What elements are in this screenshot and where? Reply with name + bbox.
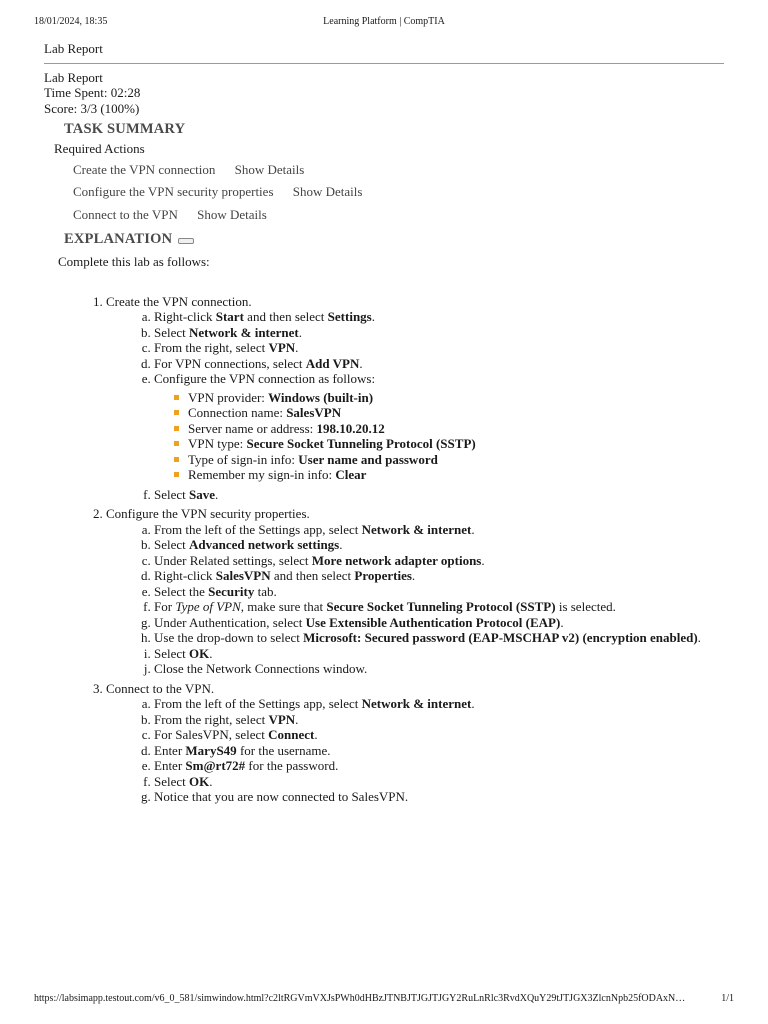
- substep-item: f. Select Save.: [154, 487, 724, 503]
- print-page-title: Learning Platform | CompTIA: [323, 16, 445, 27]
- substep-item: e. Configure the VPN connection as follows: VPN provider: Windows (built-in) Connection name: SalesVPN Server name or address: 198.10.20.12 VPN type: Secure Socket Tunneling Protocol (SSTP) Type of sign-in info: User name and password Remember my sign-in info: Clear: [154, 371, 724, 483]
- summary-title: Lab Report: [44, 69, 103, 85]
- substep-item: d. Right-click SalesVPN and then select Properties.: [154, 568, 724, 584]
- show-details-link[interactable]: Show Details: [234, 161, 305, 177]
- action-label: Configure the VPN security properties: [73, 184, 274, 199]
- config-item: Type of sign-in info: User name and password: [188, 452, 724, 468]
- substeps-list: [106, 309, 724, 502]
- collapse-toggle-button[interactable]: [178, 238, 194, 244]
- substep-item: c. For SalesVPN, select Connect.: [154, 727, 724, 743]
- substep-item: b. Select Network & internet.: [154, 325, 724, 341]
- required-actions-label: Required Actions: [54, 141, 145, 156]
- explanation-section: [44, 230, 724, 805]
- explanation-heading-row: [64, 230, 724, 248]
- print-page-number: 1/1: [721, 993, 734, 1004]
- config-item: VPN type: Secure Socket Tunneling Protocol (SSTP): [188, 436, 724, 452]
- substep-item: d. Enter MaryS49 for the username.: [154, 743, 724, 759]
- step-item: [106, 294, 724, 503]
- substep-item: g. Under Authentication, select Use Extensible Authentication Protocol (EAP).: [154, 615, 724, 631]
- config-item: Server name or address: 198.10.20.12: [188, 421, 724, 437]
- title-divider: [44, 63, 724, 64]
- substep-item: b. From the right, select VPN.: [154, 712, 724, 728]
- config-list: [154, 390, 724, 483]
- substep-item: h. Use the drop-down to select Microsoft: Secured password (EAP-MSCHAP v2) (encryption enabled).: [154, 630, 724, 646]
- explanation-intro: Complete this lab as follows:: [58, 254, 210, 269]
- config-item: Remember my sign-in info: Clear: [188, 467, 724, 483]
- action-item: [73, 159, 724, 182]
- report-summary: [44, 70, 724, 117]
- config-item: Connection name: SalesVPN: [188, 405, 724, 421]
- steps-list: [44, 294, 724, 805]
- substep-item: j. Close the Network Connections window.: [154, 661, 724, 677]
- print-header: [34, 16, 734, 30]
- time-spent: Time Spent: 02:28: [44, 85, 141, 100]
- action-item: [73, 204, 724, 227]
- step-title: Connect to the VPN.: [106, 680, 215, 696]
- task-summary-heading: TASK SUMMARY: [64, 121, 186, 137]
- action-item: [73, 181, 724, 204]
- substep-item: i. Select OK.: [154, 646, 724, 662]
- print-datetime: 18/01/2024, 18:35: [34, 16, 108, 27]
- print-url: https://labsimapp.testout.com/v6_0_581/simwindow.html?c2ltRGVmVXJsPWh0dHBzJTNBJTJGJTJGY2RuLnRlc3RvdXQuY29tJTJGX3ZlcnNpb25fODAxN…: [34, 993, 686, 1004]
- step-item: [106, 681, 724, 805]
- explanation-heading: EXPLANATION: [64, 231, 173, 247]
- substep-item: a. From the left of the Settings app, select Network & internet.: [154, 696, 724, 712]
- substep-item: d. For VPN connections, select Add VPN.: [154, 356, 724, 372]
- config-item: VPN provider: Windows (built-in): [188, 390, 724, 406]
- substeps-list: [106, 522, 724, 677]
- substep-item: a. From the left of the Settings app, select Network & internet.: [154, 522, 724, 538]
- print-footer: [34, 993, 734, 1007]
- substep-item: f. For Type of VPN, make sure that Secure Socket Tunneling Protocol (SSTP) is selected.: [154, 599, 724, 615]
- step-title: Create the VPN connection.: [106, 293, 252, 309]
- substep-item: c. From the right, select VPN.: [154, 340, 724, 356]
- substep-item: f. Select OK.: [154, 774, 724, 790]
- substep-item: g. Notice that you are now connected to SalesVPN.: [154, 789, 724, 805]
- show-details-link[interactable]: Show Details: [197, 206, 267, 222]
- substep-item: e. Enter Sm@rt72# for the password.: [154, 758, 724, 774]
- action-label: Connect to the VPN: [73, 206, 178, 222]
- substeps-list: [106, 696, 724, 805]
- show-details-link[interactable]: Show Details: [292, 184, 363, 199]
- step-item: [106, 506, 724, 677]
- step-title: Configure the VPN security properties.: [106, 506, 310, 521]
- substep-item: b. Select Advanced network settings.: [154, 537, 724, 553]
- score: Score: 3/3 (100%): [44, 100, 140, 116]
- substep-item: c. Under Related settings, select More network adapter options.: [154, 553, 724, 569]
- substep-item: a. Right-click Start and then select Settings.: [154, 309, 724, 325]
- substep-item: e. Select the Security tab.: [154, 584, 724, 600]
- action-label: Create the VPN connection: [73, 161, 216, 177]
- lab-report: [44, 41, 724, 809]
- page-title: Lab Report: [44, 41, 103, 56]
